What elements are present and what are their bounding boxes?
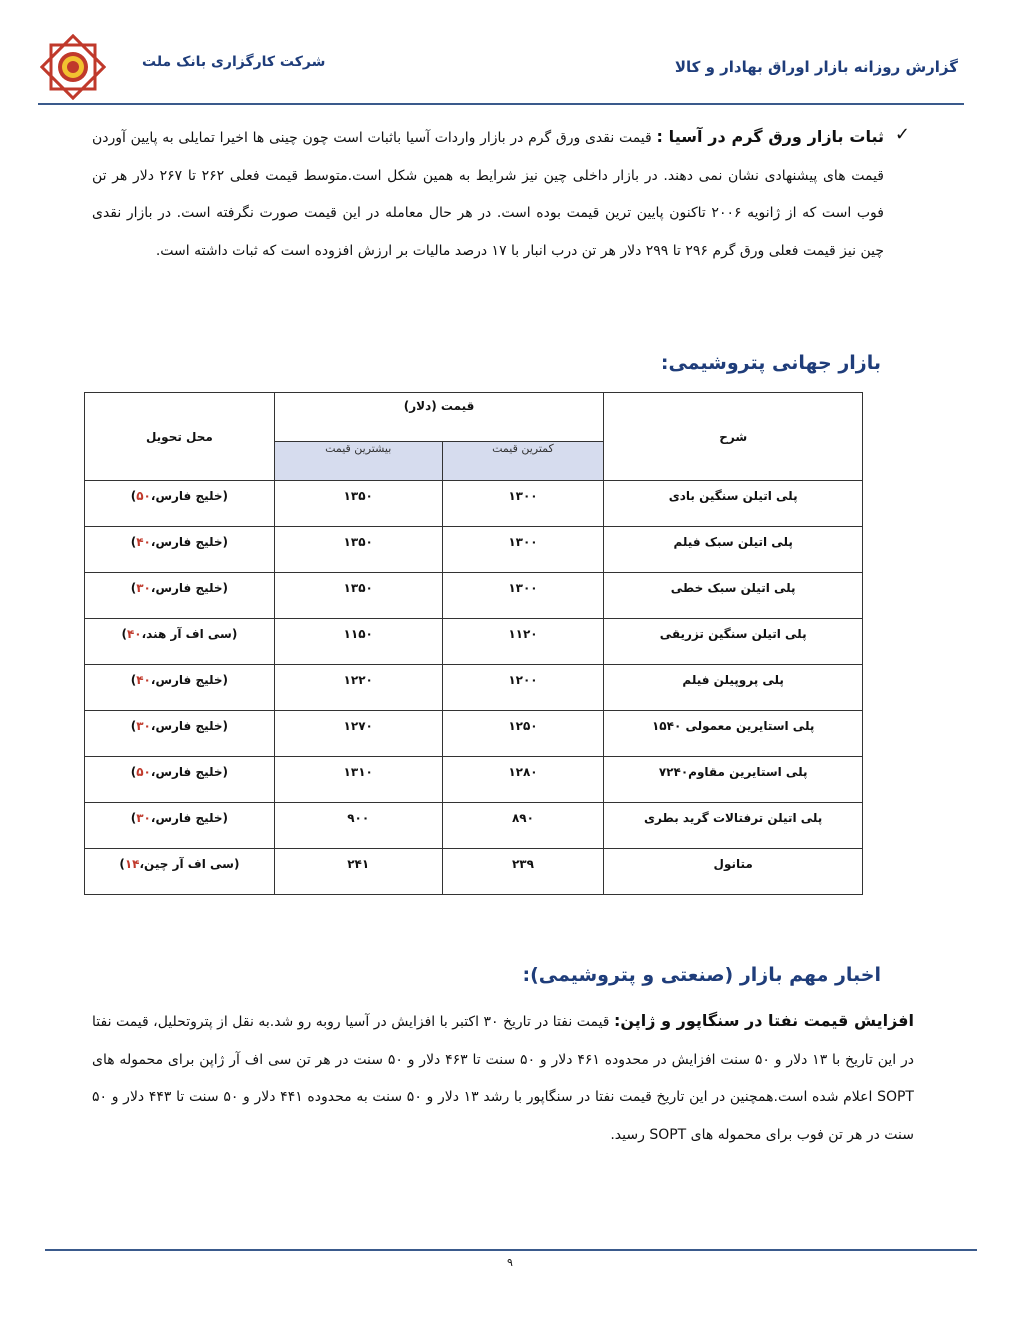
table-row bbox=[85, 665, 863, 711]
cell-description-text: پلی استایرین مقاوم۷۲۴۰ bbox=[658, 765, 808, 779]
delivery-place-text bbox=[85, 619, 274, 664]
cell-description bbox=[604, 711, 863, 757]
news-heading: اخبار مهم بازار (صنعتی و پتروشیمی): bbox=[522, 964, 881, 986]
table-row bbox=[85, 849, 863, 895]
hot-rolled-text: قیمت نقدی ورق گرم در بازار واردات آسیا باثبات است چون چینی ها اخیرا تمایلی به پایین آوردن قیمت های پیشنهادی نشان نمی دهند. در بازار داخلی چین نیز شرایط به همین شکل است.متوسط قیمت فعلی ۲۶۲ تا ۲۶۷ دلار هر تن فوب است که از ژانویه ۲۰۰۶ تاکنون پایین ترین قیمت بوده است. در هر حال معامله در این قیمت صورت نگرفته است. در بازار نقدی چین نیز قیمت فعلی ورق گرم ۲۹۶ تا ۲۹۹ دلار هر تن درب انبار با ۱۷ درصد مالیات بر ارزش افزوده است که ثبات داشته است. bbox=[92, 130, 884, 259]
cell-delivery-place bbox=[85, 527, 275, 573]
cell-description bbox=[604, 849, 863, 895]
delivery-place-text bbox=[85, 573, 274, 618]
delivery-place-label: (خلیج فارس، bbox=[150, 489, 229, 503]
cell-delivery-place bbox=[85, 757, 275, 803]
table-row bbox=[85, 757, 863, 803]
cell-min-price bbox=[442, 849, 604, 895]
cell-delivery-place bbox=[85, 619, 275, 665]
cell-description bbox=[604, 573, 863, 619]
cell-description bbox=[604, 803, 863, 849]
cell-max-price bbox=[274, 711, 442, 757]
cell-min-price-text: ۱۱۲۰ bbox=[508, 627, 538, 641]
cell-description-text: پلی اتیلن سنگین بادی bbox=[668, 489, 798, 503]
delivery-place-number: ۳۰ bbox=[136, 581, 151, 595]
cell-min-price bbox=[442, 803, 604, 849]
page-number: ۹ bbox=[507, 1256, 513, 1269]
cell-max-price bbox=[274, 803, 442, 849]
hot-rolled-heading: ثبات بازار ورق گرم در آسیا : bbox=[656, 127, 884, 146]
delivery-place-text bbox=[85, 665, 274, 710]
cell-min-price-text: ۱۳۰۰ bbox=[508, 535, 538, 549]
cell-description bbox=[604, 527, 863, 573]
delivery-place-close: ) bbox=[130, 535, 137, 549]
cell-min-price bbox=[442, 665, 604, 711]
cell-min-price bbox=[442, 481, 604, 527]
cell-min-price bbox=[442, 573, 604, 619]
cell-min-price bbox=[442, 757, 604, 803]
petrochemical-price-table bbox=[84, 392, 863, 895]
cell-max-price-text: ۹۰۰ bbox=[347, 811, 370, 825]
cell-min-price bbox=[442, 527, 604, 573]
petrochemical-heading: بازار جهانی پتروشیمی: bbox=[660, 352, 881, 374]
cell-min-price bbox=[442, 711, 604, 757]
delivery-place-label: (خلیج فارس، bbox=[150, 765, 229, 779]
table-row bbox=[85, 527, 863, 573]
table-body bbox=[85, 481, 863, 895]
cell-description-text: پلی اتیلن سبک خطی bbox=[670, 581, 796, 595]
delivery-place-text bbox=[85, 481, 274, 526]
cell-delivery-place bbox=[85, 803, 275, 849]
delivery-place-close: ) bbox=[130, 765, 137, 779]
table-row bbox=[85, 619, 863, 665]
cell-description-text: پلی اتیلن سنگین تزریقی bbox=[659, 627, 807, 641]
hot-rolled-section bbox=[92, 118, 912, 270]
delivery-place-text bbox=[85, 527, 274, 572]
table-row bbox=[85, 573, 863, 619]
delivery-place-close: ) bbox=[130, 581, 137, 595]
delivery-place-close: ) bbox=[121, 627, 127, 641]
header-description: شرح bbox=[604, 393, 863, 481]
table-row bbox=[85, 481, 863, 527]
cell-delivery-place bbox=[85, 665, 275, 711]
delivery-place-label: (سی اف آر هند، bbox=[141, 627, 238, 641]
header-divider bbox=[38, 103, 964, 105]
cell-description bbox=[604, 619, 863, 665]
delivery-place-number: ۵۰ bbox=[136, 765, 151, 779]
header-max-price: بیشترین قیمت bbox=[274, 442, 442, 481]
delivery-place-text bbox=[85, 849, 274, 894]
delivery-place-number: ۴۰ bbox=[136, 535, 151, 549]
cell-min-price-text: ۱۳۰۰ bbox=[508, 489, 538, 503]
cell-min-price-text: ۱۲۸۰ bbox=[508, 765, 538, 779]
delivery-place-label: (خلیج فارس، bbox=[150, 673, 229, 687]
cell-max-price-text: ۱۲۲۰ bbox=[343, 673, 373, 687]
cell-min-price-text: ۱۳۰۰ bbox=[508, 581, 538, 595]
cell-description bbox=[604, 481, 863, 527]
news-text: قیمت نفتا در تاریخ ۳۰ اکتبر با افزایش در آسیا روبه رو شد.به نقل از پتروتحلیل، قیمت نفتا در این تاریخ با ۱۳ دلار و ۵۰ سنت افزایش در محدوده ۴۶۱ دلار و ۵۰ سنت تا ۴۶۳ دلار و ۵۰ سنت در هر تن سی اف آر ژاپن برای محموله های SOPT اعلام شده است.همچنین در این تاریخ قیمت نفتا در سنگاپور با رشد ۱۳ دلار و ۵۰ سنت به محدوده ۴۴۱ دلار و ۵۰ سنت تا ۴۴۳ دلار و ۵۰ سنت در هر تن فوب برای محموله های SOPT رسید. bbox=[92, 1014, 914, 1143]
cell-max-price-text: ۱۱۵۰ bbox=[343, 627, 373, 641]
checkmark-icon: ✓ bbox=[894, 124, 910, 145]
news-section bbox=[92, 1002, 914, 1154]
delivery-place-label: (خلیج فارس، bbox=[150, 581, 229, 595]
cell-description-text: پلی استایرین معمولی ۱۵۴۰ bbox=[651, 719, 815, 733]
delivery-place-label: (خلیج فارس، bbox=[150, 811, 229, 825]
delivery-place-label: (خلیج فارس، bbox=[150, 719, 229, 733]
cell-max-price bbox=[274, 619, 442, 665]
delivery-place-close: ) bbox=[130, 673, 137, 687]
page-header bbox=[0, 0, 1020, 110]
cell-max-price-text: ۱۲۷۰ bbox=[343, 719, 373, 733]
cell-description bbox=[604, 665, 863, 711]
cell-delivery-place bbox=[85, 573, 275, 619]
report-title: گزارش روزانه بازار اوراق بهادار و کالا bbox=[674, 58, 958, 76]
delivery-place-label: (خلیج فارس، bbox=[150, 535, 229, 549]
delivery-place-number: ۴۰ bbox=[136, 673, 151, 687]
delivery-place-close: ) bbox=[119, 857, 125, 871]
table-row bbox=[85, 711, 863, 757]
delivery-place-close: ) bbox=[130, 719, 137, 733]
cell-max-price bbox=[274, 665, 442, 711]
delivery-place-text bbox=[85, 803, 274, 848]
cell-max-price bbox=[274, 757, 442, 803]
cell-max-price bbox=[274, 573, 442, 619]
cell-max-price-text: ۲۴۱ bbox=[347, 857, 370, 871]
cell-min-price-text: ۱۲۵۰ bbox=[508, 719, 538, 733]
news-lead: افزایش قیمت نفتا در سنگاپور و ژاپن: bbox=[613, 1011, 915, 1030]
header-price: قیمت (دلار) bbox=[274, 393, 604, 442]
delivery-place-label: (سی اف آر چین، bbox=[139, 857, 240, 871]
cell-description-text: پلی اتیلن ترفتالات گرید بطری bbox=[644, 811, 823, 825]
cell-max-price-text: ۱۳۵۰ bbox=[343, 581, 373, 595]
delivery-place-close: ) bbox=[130, 811, 137, 825]
delivery-place-number: ۳۰ bbox=[136, 719, 151, 733]
table-row bbox=[85, 803, 863, 849]
delivery-place-close: ) bbox=[130, 489, 137, 503]
bank-logo-icon bbox=[40, 34, 106, 100]
footer-divider bbox=[45, 1249, 977, 1251]
header-min-price: کمترین قیمت bbox=[442, 442, 604, 481]
cell-description-text: پلی پروپیلن فیلم bbox=[682, 673, 784, 687]
cell-max-price-text: ۱۳۵۰ bbox=[343, 489, 373, 503]
delivery-place-number: ۵۰ bbox=[136, 489, 151, 503]
delivery-place-number: ۴۰ bbox=[126, 627, 142, 641]
cell-delivery-place bbox=[85, 481, 275, 527]
cell-description-text: پلی اتیلن سبک فیلم bbox=[673, 535, 793, 549]
cell-delivery-place bbox=[85, 711, 275, 757]
delivery-place-number: ۳۰ bbox=[136, 811, 151, 825]
cell-description-text: متانول bbox=[713, 857, 753, 871]
cell-min-price-text: ۸۹۰ bbox=[511, 811, 534, 825]
cell-description bbox=[604, 757, 863, 803]
delivery-place-number: ۱۴ bbox=[124, 857, 140, 871]
cell-max-price bbox=[274, 849, 442, 895]
header-delivery-place: محل تحویل bbox=[85, 393, 275, 481]
delivery-place-text bbox=[85, 711, 274, 756]
cell-max-price-text: ۱۳۱۰ bbox=[343, 765, 373, 779]
cell-min-price-text: ۱۲۰۰ bbox=[508, 673, 538, 687]
cell-max-price-text: ۱۳۵۰ bbox=[343, 535, 373, 549]
delivery-place-text bbox=[85, 757, 274, 802]
company-name: شرکت کارگزاری بانک ملت bbox=[142, 54, 326, 70]
cell-min-price-text: ۲۳۹ bbox=[511, 857, 534, 871]
cell-max-price bbox=[274, 481, 442, 527]
cell-min-price bbox=[442, 619, 604, 665]
cell-delivery-place bbox=[85, 849, 275, 895]
cell-max-price bbox=[274, 527, 442, 573]
table-header-row bbox=[85, 393, 863, 442]
